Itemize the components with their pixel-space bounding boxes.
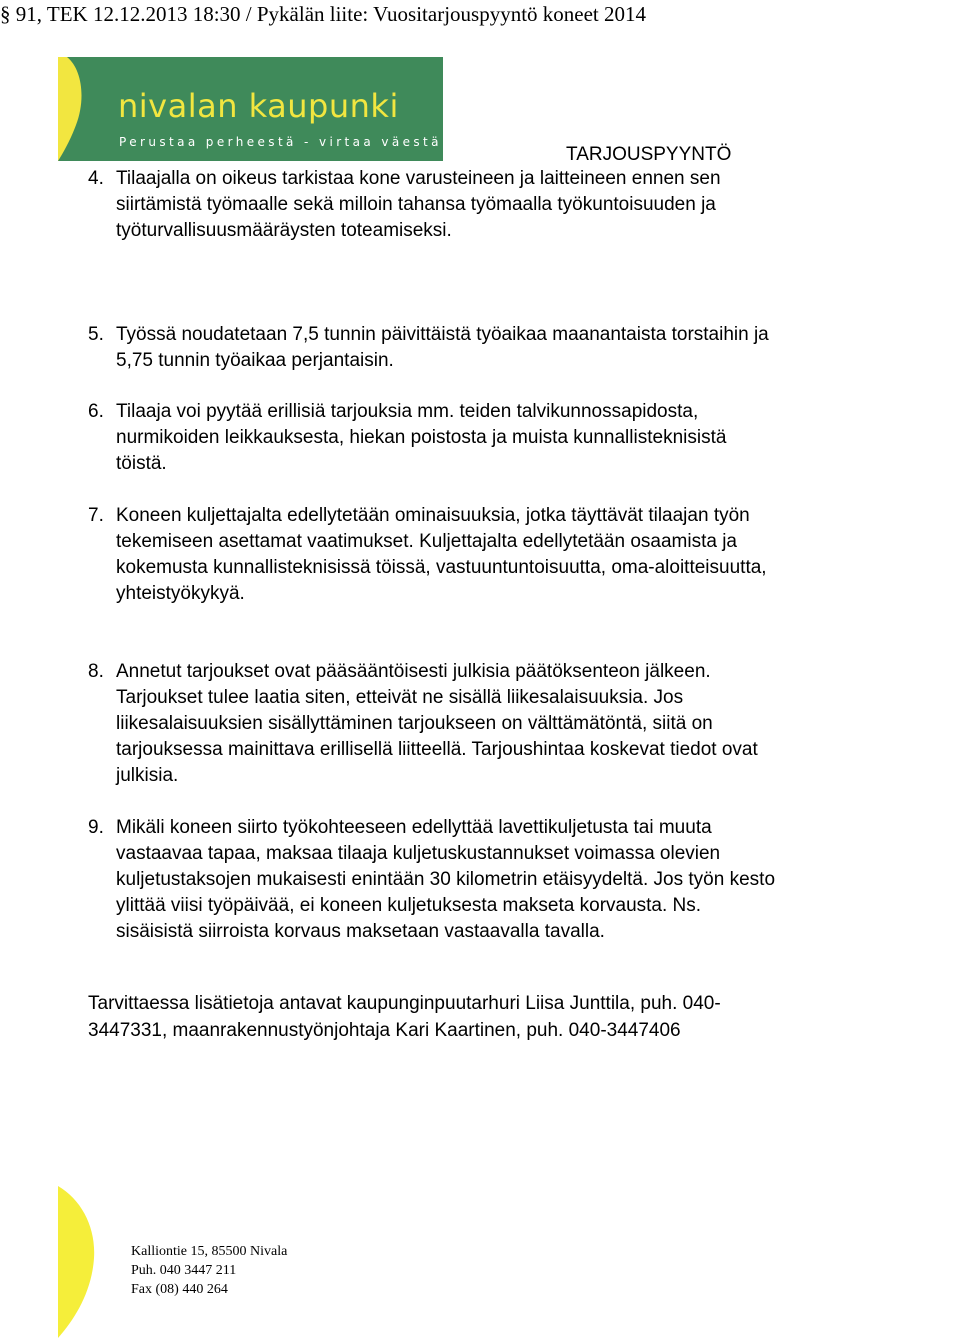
footer-fax: Fax (08) 440 264 bbox=[131, 1282, 228, 1297]
document-type-label: TARJOUSPYYNTÖ bbox=[566, 144, 732, 165]
item-text: Tilaajalla on oikeus tarkistaa kone varusteineen ja laitteineen ennen sen siirtämistä työmaalle sekä milloin tahansa työmaalla työkuntoisuuden ja työturvallisuusmääräysten toteamiseksi. bbox=[116, 168, 721, 241]
item-text: Koneen kuljettajalta edellytetään ominaisuuksia, jotka täyttävät tilaajan työn tekemiseen asettamat vaatimukset. Kuljettajalta edellytetään osaamista ja kokemusta kunnallisteknisissä töissä, vastuuntuntoisuutta, oma-aloitteisuutta, yhteistyökykyä. bbox=[116, 505, 767, 604]
item-number: 8. bbox=[88, 661, 104, 682]
logo-name: nivalan kaupunki bbox=[118, 87, 399, 125]
footer-swoosh-icon bbox=[0, 1180, 110, 1338]
list-item bbox=[88, 399, 908, 477]
list-item bbox=[88, 659, 908, 789]
item-text: Tilaaja voi pyytää erillisiä tarjouksia mm. teiden talvikunnossapidosta, nurmikoiden leikkauksesta, hiekan poistosta ja muista kunnallisteknisistä töistä. bbox=[116, 401, 727, 474]
meeting-header: § 91, TEK 12.12.2013 18:30 / Pykälän liite: Vuositarjouspyyntö koneet 2014 bbox=[0, 2, 647, 26]
footer-address: Kalliontie 15, 85500 Nivala bbox=[131, 1244, 288, 1259]
item-text: Annetut tarjoukset ovat pääsääntöisesti julkisia päätöksenteon jälkeen. Tarjoukset tulee laatia siten, etteivät ne sisällä liikesalaisuuksia. Jos liikesalaisuuksien sisällyttäminen tarjoukseen on välttämätöntä, siitä on tarjouksessa mainittava erillisellä liitteellä. Tarjoushintaa koskevat tiedot ovat julkisia. bbox=[116, 661, 758, 786]
list-item bbox=[88, 322, 908, 374]
list-item bbox=[88, 815, 908, 945]
logo-slogan: Perustaa perheestä - virtaa väestä bbox=[119, 135, 442, 149]
item-number: 7. bbox=[88, 505, 104, 526]
item-number: 5. bbox=[88, 324, 104, 345]
footer-phone: Puh. 040 3447 211 bbox=[131, 1263, 237, 1278]
footer-address-block bbox=[131, 1242, 287, 1299]
item-text: Työssä noudatetaan 7,5 tunnin päivittäistä työaikaa maanantaista torstaihin ja 5,75 tunnin työaikaa perjantaisin. bbox=[116, 324, 769, 371]
list-item bbox=[88, 503, 908, 607]
list-item bbox=[88, 166, 908, 244]
item-number: 4. bbox=[88, 168, 104, 189]
item-text: Mikäli koneen siirto työkohteeseen edellyttää lavettikuljetusta tai muuta vastaavaa tapaa, maksaa tilaaja kuljetuskustannukset voimassa olevien kuljetustaksojen mukaisesti enintään 30 kilometrin etäisyydeltä. Jos työn kesto ylittää viisi työpäivää, ei koneen kuljetuksesta makseta korvausta. Ns. sisäisistä siirroista korvaus maksetaan vastaavalla tavalla. bbox=[116, 817, 776, 942]
city-logo bbox=[58, 57, 443, 161]
contact-info: Tarvittaessa lisätietoja antavat kaupunginpuutarhuri Liisa Junttila, puh. 040- 3447331, maanrakennustyönjohtaja Kari Kaartinen, puh. 040-3447406 bbox=[88, 993, 721, 1041]
item-number: 9. bbox=[88, 817, 104, 838]
item-number: 6. bbox=[88, 401, 104, 422]
